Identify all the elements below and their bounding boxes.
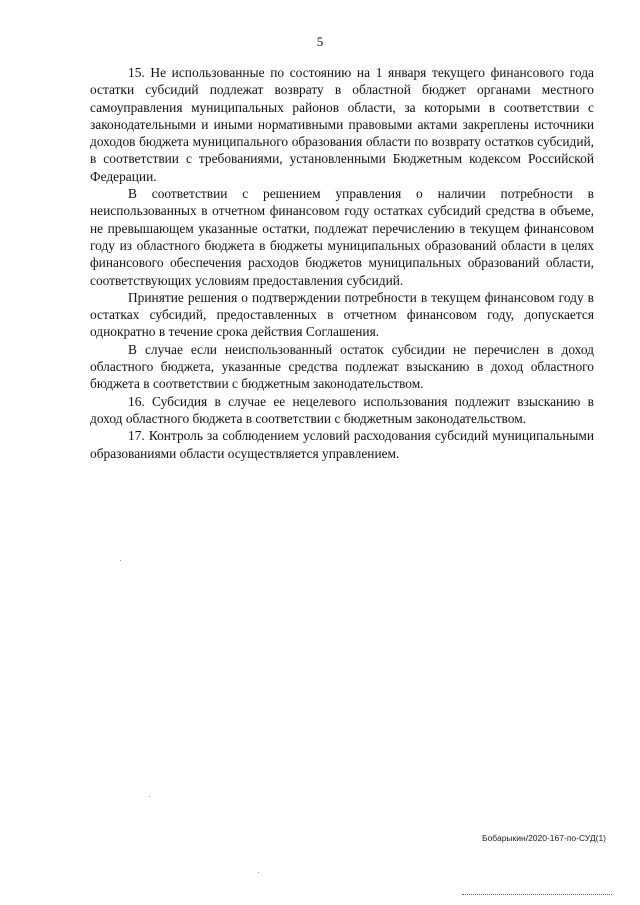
paragraph-unspent-recovery: В случае если неиспользованный остаток субсидии не перечислен в доход областного бюджета, указанные средства подлежат взысканию в доход областного бюджета в соответствии с бюджетным законодательством.	[90, 341, 594, 392]
footer-dotted-rule	[462, 894, 612, 895]
scan-speck	[149, 796, 150, 797]
document-body	[90, 64, 594, 462]
paragraph-16: 16. Субсидия в случае ее нецелевого использования подлежит взысканию в доход областного бюджета в соответствии с бюджетным законодательством.	[90, 393, 594, 426]
paragraph-remainder-transfer: В соответствии с решением управления о наличии потребности в неиспользованных в отчетном финансовом году остатках субсидий средства в объеме, не превышающем указанные остатки, подлежат перечислению в текущем финансовом году из областного бюджета в бюджеты муниципальных образований области в целях финансового обеспечения расходов бюджетов муниципальных образований области, соответствующих условиям предоставления субсидий.	[90, 186, 594, 288]
document-footer-code: Бобарыкин/2020-167-по-СУД(1)	[482, 833, 606, 843]
scan-speck	[120, 560, 121, 561]
paragraph-17: 17. Контроль за соблюдением условий расходования субсидий муниципальными образованиями области осуществляется управлением.	[90, 428, 594, 461]
paragraph-decision-confirmation: Принятие решения о подтверждении потребности в текущем финансовом году в остатках субсидий, предоставленных в отчетном финансовом году, допускается однократно в течение срока действия Соглашения.	[90, 289, 594, 340]
scan-speck	[258, 872, 259, 873]
paragraph-15: 15. Не использованные по состоянию на 1 января текущего финансового года остатки субсидий подлежат возврату в областной бюджет органами местного самоуправления муниципальных районов области, за которыми в соответствии с законодательными и иными нормативными правовыми актами закреплены источники доходов бюджета муниципального образования области по возврату остатков субсидий, в соответствии с требованиями, установленными Бюджетным кодексом Российской Федерации.	[90, 65, 594, 184]
page-number: 5	[316, 34, 324, 49]
